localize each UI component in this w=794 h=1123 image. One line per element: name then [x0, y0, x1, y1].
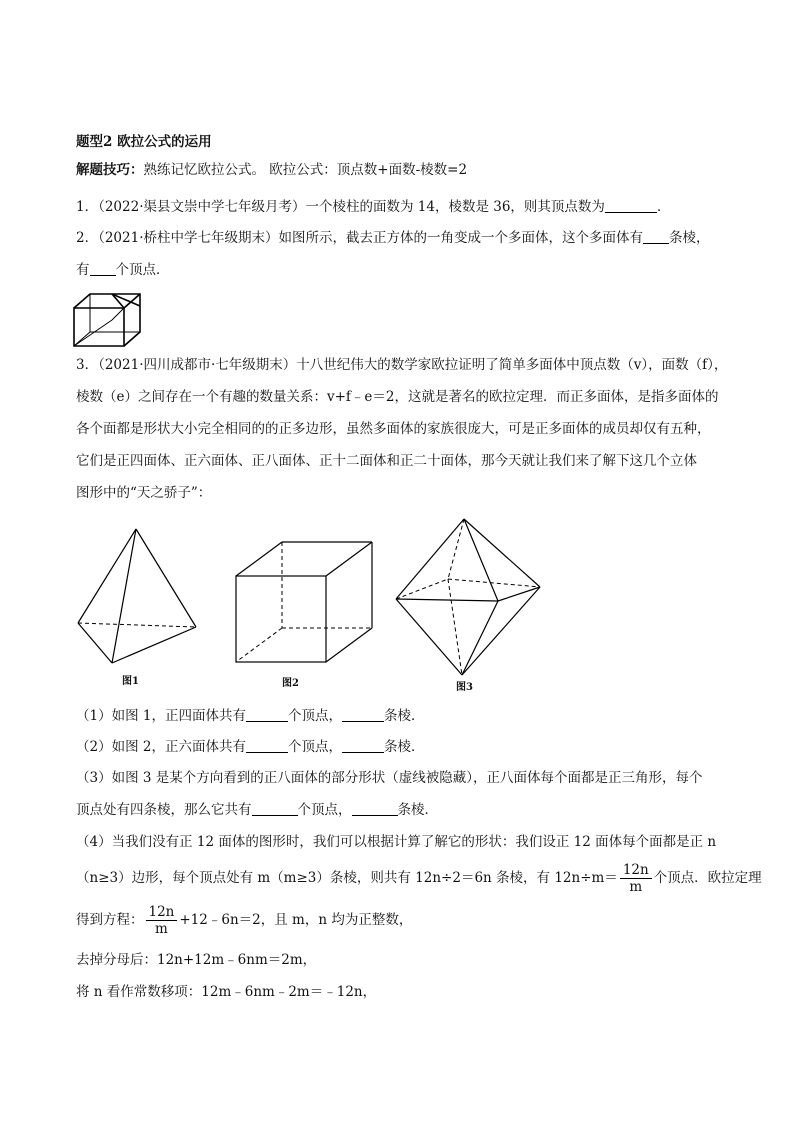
- sub-question-4-line-5: 将 n 看作常数移项：12m﹣6nm﹣2m＝﹣12n，: [76, 984, 377, 1000]
- answer-blank: [605, 198, 657, 213]
- figure-1-label: 图1: [122, 676, 139, 687]
- answer-blank: [352, 801, 398, 816]
- fraction-denominator: m: [629, 879, 643, 895]
- equation-label: 得到方程：: [76, 912, 144, 928]
- sub-question-2-end: 条棱．: [383, 739, 425, 755]
- sub-question-4-text-end: 个顶点．欧拉定理: [653, 870, 762, 886]
- answer-blank: [252, 801, 298, 816]
- sub-question-4-line-4: 去掉分母后：12n+12m﹣6nm＝2m，: [76, 952, 317, 968]
- sub-question-4-text: （n≥3）边形，每个顶点处有 m（m≥3）条棱，则共有 12n÷2＝6n 条棱，有 12n÷m＝: [76, 870, 618, 886]
- sub-question-4-line-1: （4）当我们没有正 12 面体的图形时，我们可以根据计算了解它的形状：我们设正 12 面体每个面都是正 n: [76, 834, 717, 850]
- answer-blank: [90, 261, 116, 276]
- fraction-denominator: m: [155, 921, 168, 937]
- sub-question-3-end: 条棱．: [397, 802, 438, 818]
- question-3-line-1: 3．（2021·四川成都市·七年级期末）十八世纪伟大的数学家欧拉证明了简单多面体中顶点数（v），面数（f），: [76, 357, 728, 373]
- sub-question-3-line-1: （3）如图 3 是某个方向看到的正八面体的部分形状（虚线被隐藏），正八面体每个面都是正三角形，每个: [76, 770, 703, 786]
- sub-question-2: [76, 737, 424, 757]
- fraction-12n-over-m: [620, 862, 652, 895]
- tip-line: [76, 160, 467, 180]
- answer-blank: [342, 738, 384, 753]
- figure-3-label: 图3: [456, 682, 473, 693]
- tetrahedron-figure: [72, 525, 202, 665]
- equation-text: +12﹣6n＝2，且 m，n 均为正整数，: [179, 912, 413, 928]
- question-3-line-3: 各个面都是形状大小完全相同的的正多边形，虽然多面体的家族很庞大，可是正多面体的成员却仅有五种，: [76, 421, 711, 437]
- answer-blank: [342, 707, 384, 722]
- answer-blank: [246, 738, 288, 753]
- question-3-line-4: 它们是正四面体、正六面体、正八面体、正十二面体和正二十面体，那今天就让我们来了解下这几个立体: [76, 453, 697, 469]
- sub-question-2-mid: 个顶点，: [287, 739, 342, 755]
- sub-question-1-mid: 个顶点，: [287, 708, 342, 724]
- question-3-line-2: 棱数（e）之间存在一个有趣的数量关系：v+f﹣e＝2，这就是著名的欧拉定理．而正多面体，是指多面体的: [76, 389, 719, 405]
- octahedron-figure: [392, 517, 544, 677]
- fraction-numerator: 12n: [146, 904, 178, 921]
- sub-question-4-line-2: [76, 858, 762, 898]
- question-2-text-2: 有: [76, 262, 90, 278]
- fraction-12n-over-m: [146, 904, 178, 937]
- cube-figure: [230, 540, 380, 665]
- sub-question-3-text: 顶点处有四条棱，那么它共有: [76, 802, 252, 818]
- fraction-numerator: 12n: [620, 862, 652, 879]
- sub-question-3-mid: 个顶点，: [297, 802, 352, 818]
- answer-blank: [643, 229, 669, 244]
- question-2-line-2: [76, 260, 170, 280]
- answer-blank: [246, 707, 288, 722]
- tip-label: 解题技巧：: [76, 162, 144, 178]
- sub-question-1: [76, 706, 424, 726]
- sub-question-3-line-2: [76, 800, 438, 820]
- tip-text: 熟练记忆欧拉公式。 欧拉公式：顶点数+面数-棱数=2: [143, 162, 468, 178]
- sub-question-4-line-3: [76, 900, 412, 940]
- sub-question-1-text: （1）如图 1，正四面体共有: [76, 708, 246, 724]
- figure-2-label: 图2: [282, 678, 299, 689]
- question-1: [76, 197, 670, 217]
- question-1-end: ．: [656, 199, 671, 215]
- sub-question-2-text: （2）如图 2，正六面体共有: [76, 739, 246, 755]
- sub-question-1-end: 条棱．: [383, 708, 425, 724]
- question-2-text-2-end: 个顶点．: [115, 262, 170, 278]
- question-2-text: 2．（2021·桥柱中学七年级期末）如图所示，截去正方体的一角变成一个多面体，这个多面体有: [76, 230, 643, 246]
- question-2-text-end: 条棱，: [669, 230, 710, 246]
- question-1-text: 1．（2022·渠县文崇中学七年级月考）一个棱柱的面数为 14，棱数是 36，则其顶点数为: [76, 199, 605, 215]
- question-2-line-1: [76, 228, 710, 248]
- truncated-cube-figure: [72, 292, 144, 348]
- section-title: 题型2 欧拉公式的运用: [76, 134, 212, 150]
- question-3-line-5: 图形中的“天之骄子”：: [76, 485, 212, 501]
